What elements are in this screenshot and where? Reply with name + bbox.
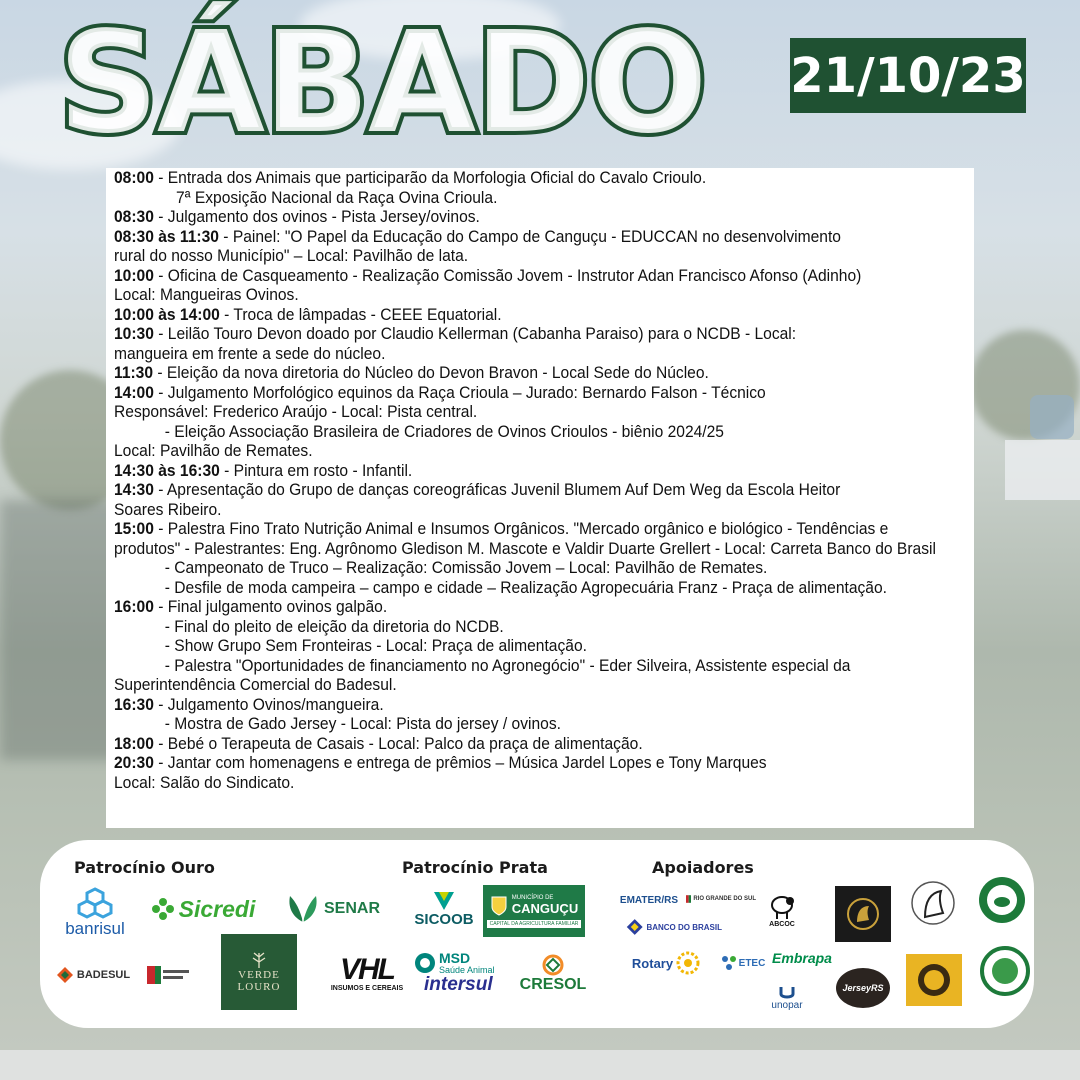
senar-logo: [282, 892, 384, 926]
jersey-text: JerseyRS: [842, 983, 884, 993]
rio-grande-logo: [686, 886, 756, 912]
schedule-line: [114, 266, 974, 286]
badesul-icon: [56, 966, 74, 984]
date-text: 21/10/23: [790, 47, 1026, 104]
vhl-logo: [326, 950, 408, 996]
emater-logo: [614, 890, 684, 910]
schedule-line: [114, 324, 974, 344]
schedule-text: - Mostra de Gado Jersey - Local: Pista do jersey / ovinos.: [164, 714, 561, 733]
green-seal-icon: [980, 946, 1030, 996]
schedule-line: [114, 441, 974, 461]
schedule-text: - Troca de lâmpadas - CEEE Equatorial.: [219, 304, 502, 324]
green-seal-logo: [978, 944, 1032, 998]
banco-do-brasil-text: BANCO DO BRASIL: [646, 922, 722, 932]
cangucu-text: CANGUÇU: [511, 901, 579, 916]
bottom-strip: [0, 1050, 1080, 1080]
schedule-line: [114, 695, 974, 715]
schedule-line: [114, 207, 974, 227]
cangucu-municipio: MUNICÍPIO DE: [511, 895, 554, 901]
msd-icon: [414, 952, 436, 974]
laurel-icon: [248, 951, 270, 969]
sicoob-logo: [410, 886, 478, 932]
schedule-text: - Apresentação do Grupo de danças coreográficas Juvenil Blumem Auf Dem Weg da Escola Heitor: [153, 480, 841, 499]
etec-dots-icon: [721, 955, 737, 971]
schedule-time: 14:30: [114, 480, 154, 499]
schedule-line: [114, 480, 974, 500]
schedule-line: [114, 597, 974, 617]
day-title: SÁBADO: [58, 2, 706, 165]
bb-icon: [626, 916, 643, 938]
heading-patrocinio-prata: Patrocínio Prata: [402, 858, 548, 877]
msd-text: MSD: [439, 950, 471, 966]
schedule-line: [114, 617, 974, 637]
cresol-icon: [542, 954, 564, 976]
schedule-text: mangueira em frente a sede do núcleo.: [114, 343, 386, 363]
schedule-text: - Julgamento Ovinos/mangueira.: [153, 694, 384, 714]
schedule-text: Local: Mangueiras Ovinos.: [114, 285, 299, 304]
schedule-line: [114, 578, 974, 598]
senar-text: SENAR: [323, 900, 380, 917]
date-badge: [790, 38, 1026, 113]
schedule-time: 08:30 às 11:30: [114, 226, 219, 246]
schedule-text: - Julgamento Morfológico equinos da Raça Crioula – Jurado: Bernardo Falson - Técnico: [153, 382, 766, 402]
rotary-logo: [626, 948, 706, 978]
schedule-line: [114, 285, 974, 305]
schedule-text: - Painel: "O Papel da Educação do Campo de Canguçu - EDUCCAN no desenvolvimento: [218, 226, 841, 246]
sicredi-flower-icon: [151, 897, 175, 921]
schedule-text: Local: Salão do Sindicato.: [114, 772, 295, 792]
horse-shield-icon: [843, 894, 883, 934]
schedule-line: [114, 383, 974, 403]
schedule-time: 10:30: [114, 324, 154, 343]
badesul-text: BADESUL: [76, 969, 131, 981]
sicoob-icon: [433, 891, 455, 911]
schedule-time: 16:00: [114, 597, 154, 616]
sicredi-text: Sicredi: [178, 895, 256, 922]
etec-logo: [716, 948, 770, 978]
schedule-text: - Pintura em rosto - Infantil.: [219, 460, 413, 480]
schedule-time: 14:30 às 16:30: [114, 460, 220, 480]
schedule-line: [114, 168, 974, 188]
cresol-logo: [514, 950, 592, 998]
schedule-line: [114, 402, 974, 422]
schedule-text: - Palestra Fino Trato Nutrição Animal e Insumos Orgânicos. "Mercado orgânico e biológico - Tendências e: [153, 519, 889, 538]
banrisul-hexagons-icon: [75, 887, 115, 919]
schedule-text: - Eleição Associação Brasileira de Criadores de Ovinos Crioulos - biênio 2024/25: [164, 421, 724, 441]
sicredi-logo: [144, 892, 262, 926]
vhl-text: VHL: [340, 952, 394, 986]
rotary-wheel-icon: [676, 951, 700, 975]
schedule-line: [114, 246, 974, 266]
schedule-line: [114, 422, 974, 442]
horse-head-icon: [909, 879, 957, 927]
schedule-text: produtos" - Palestrantes: Eng. Agrônomo Gledison M. Mascote e Valdir Duarte Grellert - Local: Carreta Banco do Brasil: [114, 538, 936, 558]
msd-intersul-logo: [414, 944, 512, 1002]
cangucu-seal-logo: [906, 954, 962, 1006]
schedule-text: - Campeonato de Truco – Realização: Comissão Jovem – Local: Pavilhão de Remates.: [164, 558, 768, 577]
schedule-line: [114, 227, 974, 247]
schedule-time: 11:30: [114, 363, 154, 382]
schedule-text: - Final julgamento ovinos galpão.: [153, 597, 388, 616]
etec-text: ETEC: [738, 957, 766, 969]
schedule-text: rural do nosso Município" – Local: Pavilhão de lata.: [114, 246, 469, 265]
sheep-icon: [769, 891, 795, 921]
embrapa-logo: [772, 946, 832, 970]
schedule-text: - Oficina de Casqueamento - Realização Comissão Jovem - Instrutor Adan Francisco Afonso (Adinho): [153, 265, 862, 285]
schedule-time: 14:00: [114, 382, 154, 402]
banrisul-logo: [54, 884, 136, 942]
banrisul-text: banrisul: [65, 919, 125, 938]
unopar-text: unopar: [771, 999, 803, 1011]
schedule-line: [114, 773, 974, 793]
schedule-line: [114, 675, 974, 695]
schedule-text: - Final do pleito de eleição da diretoria do NCDB.: [164, 616, 504, 636]
heading-patrocinio-ouro: Patrocínio Ouro: [74, 858, 215, 877]
schedule-panel: [106, 168, 974, 828]
rotary-text: Rotary: [631, 955, 674, 971]
cabanha-badge-logo: [835, 886, 891, 942]
schedule-line: [114, 500, 974, 520]
schedule-line: [114, 753, 974, 773]
schedule-text: Local: Pavilhão de Remates.: [114, 441, 313, 460]
schedule-line: [114, 558, 974, 578]
schedule-time: 10:00: [114, 265, 154, 285]
msd-row: [414, 951, 495, 975]
schedule-line: [114, 305, 974, 325]
emater-text: EMATER/RS: [619, 894, 679, 906]
verde-louro-logo: [221, 934, 297, 1010]
schedule-text: - Show Grupo Sem Fronteiras - Local: Praça de alimentação.: [164, 636, 587, 655]
cresol-text: CRESOL: [519, 976, 587, 993]
rs-governo-logo: [144, 962, 194, 988]
schedule-line: [114, 363, 974, 383]
schedule-time: 15:00: [114, 519, 154, 538]
heading-apoiadores: Apoiadores: [652, 858, 754, 877]
jersey-rs-logo: [836, 968, 890, 1008]
cangucu-subtitle: CAPITAL DA AGRICULTURA FAMILIAR: [487, 920, 582, 928]
schedule-text: - Eleição da nova diretoria do Núcleo do Devon Bravon - Local Sede do Núcleo.: [153, 363, 709, 382]
schedule-text: - Palestra "Oportunidades de financiamento no Agronegócio" - Eder Silveira, Assistente especial da: [164, 655, 851, 675]
schedule-text: 7ª Exposição Nacional da Raça Ovina Crioula.: [176, 187, 498, 207]
schedule-text: - Desfile de moda campeira – campo e cidade – Realização Agropecuária Franz - Praça de alimentação.: [164, 577, 887, 597]
embrapa-text: Embrapa: [772, 950, 832, 966]
schedule-line: [114, 461, 974, 481]
schedule-line: [114, 636, 974, 656]
unopar-logo: [760, 980, 814, 1016]
sicoob-text: SICOOB: [414, 910, 474, 928]
schedule-text: - Jantar com homenagens e entrega de prêmios – Música Jardel Lopes e Tony Marques: [153, 753, 767, 772]
schedule-time: 20:30: [114, 753, 154, 772]
schedule-line: [114, 734, 974, 754]
schedule-text: Soares Ribeiro.: [114, 499, 222, 519]
cangucu-logo: [483, 885, 585, 937]
cangucu-seal-icon: [915, 961, 953, 999]
unopar-u-icon: [779, 986, 795, 1000]
cangucu-top: [490, 895, 578, 917]
schedule-line: [114, 344, 974, 364]
senar-leaf-icon: [286, 894, 320, 924]
schedule-text: - Bebé o Terapeuta de Casais - Local: Palco da praça de alimentação.: [153, 733, 643, 753]
badesul-logo: [52, 962, 134, 988]
schedule-time: 08:00: [114, 168, 154, 187]
schedule-line: [114, 539, 974, 559]
schedule-time: 10:00 às 14:00: [114, 304, 220, 324]
rio-grande-text: RIO GRANDE DO SUL: [693, 896, 756, 902]
schedule-text: - Entrada dos Animais que participarão da Morfologia Oficial do Cavalo Crioulo.: [153, 168, 707, 187]
cangucu-crest-icon: [490, 895, 508, 917]
schedule-text: - Leilão Touro Devon doado por Claudio Kellerman (Cabanha Paraiso) para o NCDB - Local:: [153, 324, 797, 343]
rs-coat-icon: [686, 889, 691, 909]
abcoc-text: ABCOC: [769, 920, 795, 928]
horse-circle-logo: [896, 878, 970, 928]
schedule-line: [114, 714, 974, 734]
schedule-time: 08:30: [114, 207, 154, 226]
ncdb-cattle-icon: [977, 875, 1027, 925]
sponsors-panel: [40, 840, 1034, 1028]
ncdb-logo: [976, 874, 1028, 926]
verde-louro-text-2: LOURO: [237, 981, 281, 993]
building: [1005, 440, 1080, 500]
schedule-line: [114, 188, 974, 208]
schedule-text: Responsável: Frederico Araújo - Local: Pista central.: [114, 402, 478, 421]
schedule-line: [114, 519, 974, 539]
abcoc-logo: [766, 884, 798, 934]
verde-louro-text-1: VERDE: [238, 969, 280, 981]
vhl-subtitle: INSUMOS E CEREAIS: [330, 984, 404, 992]
schedule-time: 18:00: [114, 733, 154, 753]
schedule-time: 16:30: [114, 694, 154, 714]
crowd: [0, 500, 120, 760]
water-tank: [1030, 395, 1074, 439]
schedule-text: - Julgamento dos ovinos - Pista Jersey/ovinos.: [153, 207, 480, 226]
banco-do-brasil-logo: [626, 914, 722, 940]
msd-subtitle: Saúde Animal: [439, 965, 495, 975]
intersul-text: intersul: [424, 974, 493, 995]
schedule-line: [114, 656, 974, 676]
rs-flag-icon: [147, 964, 191, 986]
schedule-text: Superintendência Comercial do Badesul.: [114, 675, 397, 694]
